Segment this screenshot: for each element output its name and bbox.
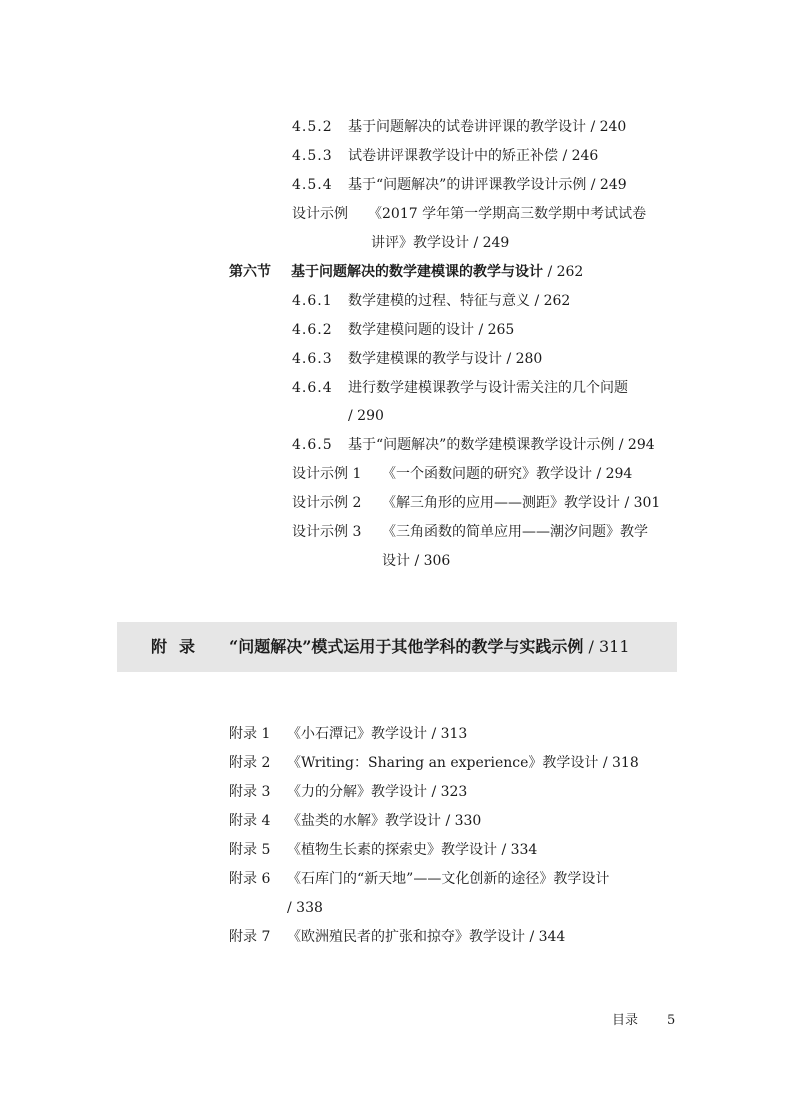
toc-entry-4-6-4-cont (348, 406, 384, 426)
example-label: 设计示例 3 (292, 524, 362, 540)
entry-title: 基于“问题解决”的数学建模课教学设计示例 / 294 (348, 437, 655, 453)
example-label: 设计示例 (292, 206, 348, 222)
appendix-label: 附录 6 (229, 871, 271, 887)
section-title: 基于问题解决的数学建模课的教学与设计 (291, 264, 543, 280)
toc-example-1 (292, 464, 632, 484)
appendix-label: 附录 4 (229, 813, 271, 829)
appendix-item-6-cont (287, 898, 323, 918)
toc-example-3 (292, 522, 648, 542)
appendix-title: 《欧洲殖民者的扩张和掠夺》教学设计 / 344 (287, 929, 566, 945)
toc-example-4-5-cont (371, 233, 509, 253)
entry-number: 4.6.5 (292, 437, 333, 453)
entry-title: 数学建模课的教学与设计 / 280 (348, 351, 543, 367)
toc-entry-4-5-3 (292, 146, 598, 166)
appendix-page-cont: / 338 (287, 900, 323, 916)
entry-title: 数学建模的过程、特征与意义 / 262 (348, 293, 571, 309)
entry-number: 4.6.3 (292, 351, 333, 367)
entry-number: 4.5.3 (292, 148, 333, 164)
appendix-banner-title-text: “问题解决”模式运用于其他学科的教学与实践示例 (229, 637, 584, 656)
entry-title: 基于“问题解决”的讲评课教学设计示例 / 249 (348, 177, 627, 193)
toc-entry-4-5-2 (292, 117, 626, 137)
toc-entry-4-6-2 (292, 320, 514, 340)
toc-entry-4-5-4 (292, 175, 627, 195)
toc-entry-4-6-5 (292, 435, 655, 455)
footer-page-number: 5 (667, 1013, 676, 1028)
appendix-item-2 (229, 753, 639, 773)
example-title: 《解三角形的应用——测距》教学设计 / 301 (382, 495, 661, 511)
entry-number: 4.6.4 (292, 380, 333, 396)
appendix-item-4 (229, 811, 481, 831)
appendix-banner (117, 622, 677, 672)
appendix-banner-label: 附录 (151, 637, 208, 656)
toc-entry-4-6-4 (292, 378, 628, 398)
appendix-label: 附录 1 (229, 726, 271, 742)
entry-title: 进行数学建模课教学与设计需关注的几个问题 (348, 380, 628, 396)
appendix-label: 附录 7 (229, 929, 271, 945)
toc-example-4-5 (292, 204, 646, 224)
toc-entry-4-6-3 (292, 349, 542, 369)
toc-example-3-cont (382, 551, 450, 571)
entry-number: 4.5.2 (292, 119, 333, 135)
appendix-item-5 (229, 840, 537, 860)
entry-title: 数学建模问题的设计 / 265 (348, 322, 515, 338)
appendix-label: 附录 3 (229, 784, 271, 800)
example-title: 《2017 学年第一学期高三数学期中考试试卷 (368, 206, 647, 222)
entry-page-cont: / 290 (348, 408, 384, 424)
toc-section-6 (229, 262, 583, 282)
entry-number: 4.5.4 (292, 177, 333, 193)
entry-number: 4.6.2 (292, 322, 333, 338)
footer-label: 目录 (612, 1013, 639, 1028)
appendix-title: 《力的分解》教学设计 / 323 (287, 784, 468, 800)
toc-entry-4-6-1 (292, 291, 570, 311)
appendix-title: 《盐类的水解》教学设计 / 330 (287, 813, 482, 829)
entry-title: 基于问题解决的试卷讲评课的教学设计 / 240 (348, 119, 627, 135)
example-label: 设计示例 1 (292, 466, 362, 482)
appendix-banner-page: / 311 (583, 637, 630, 656)
appendix-banner-title (229, 636, 630, 658)
example-label: 设计示例 2 (292, 495, 362, 511)
example-title-cont: 设计 / 306 (382, 553, 451, 569)
entry-title: 试卷讲评课教学设计中的矫正补偿 / 246 (348, 148, 599, 164)
example-title: 《三角函数的简单应用——潮汐问题》教学 (382, 524, 648, 540)
section-label: 第六节 (229, 264, 271, 280)
appendix-item-7 (229, 927, 565, 947)
appendix-title: 《石库门的“新天地”——文化创新的途径》教学设计 (287, 871, 610, 887)
appendix-title: 《Writing：Sharing an experience》教学设计 / 318 (287, 755, 639, 771)
section-page: / 262 (543, 264, 584, 280)
example-title: 《一个函数问题的研究》教学设计 / 294 (382, 466, 633, 482)
appendix-item-1 (229, 724, 467, 744)
example-title-cont: 讲评》教学设计 / 249 (371, 235, 510, 251)
appendix-title: 《小石潭记》教学设计 / 313 (287, 726, 468, 742)
toc-example-2 (292, 493, 660, 513)
appendix-item-6 (229, 869, 609, 889)
appendix-item-3 (229, 782, 467, 802)
appendix-label: 附录 2 (229, 755, 271, 771)
appendix-label: 附录 5 (229, 842, 271, 858)
entry-number: 4.6.1 (292, 293, 333, 309)
appendix-title: 《植物生长素的探索史》教学设计 / 334 (287, 842, 538, 858)
